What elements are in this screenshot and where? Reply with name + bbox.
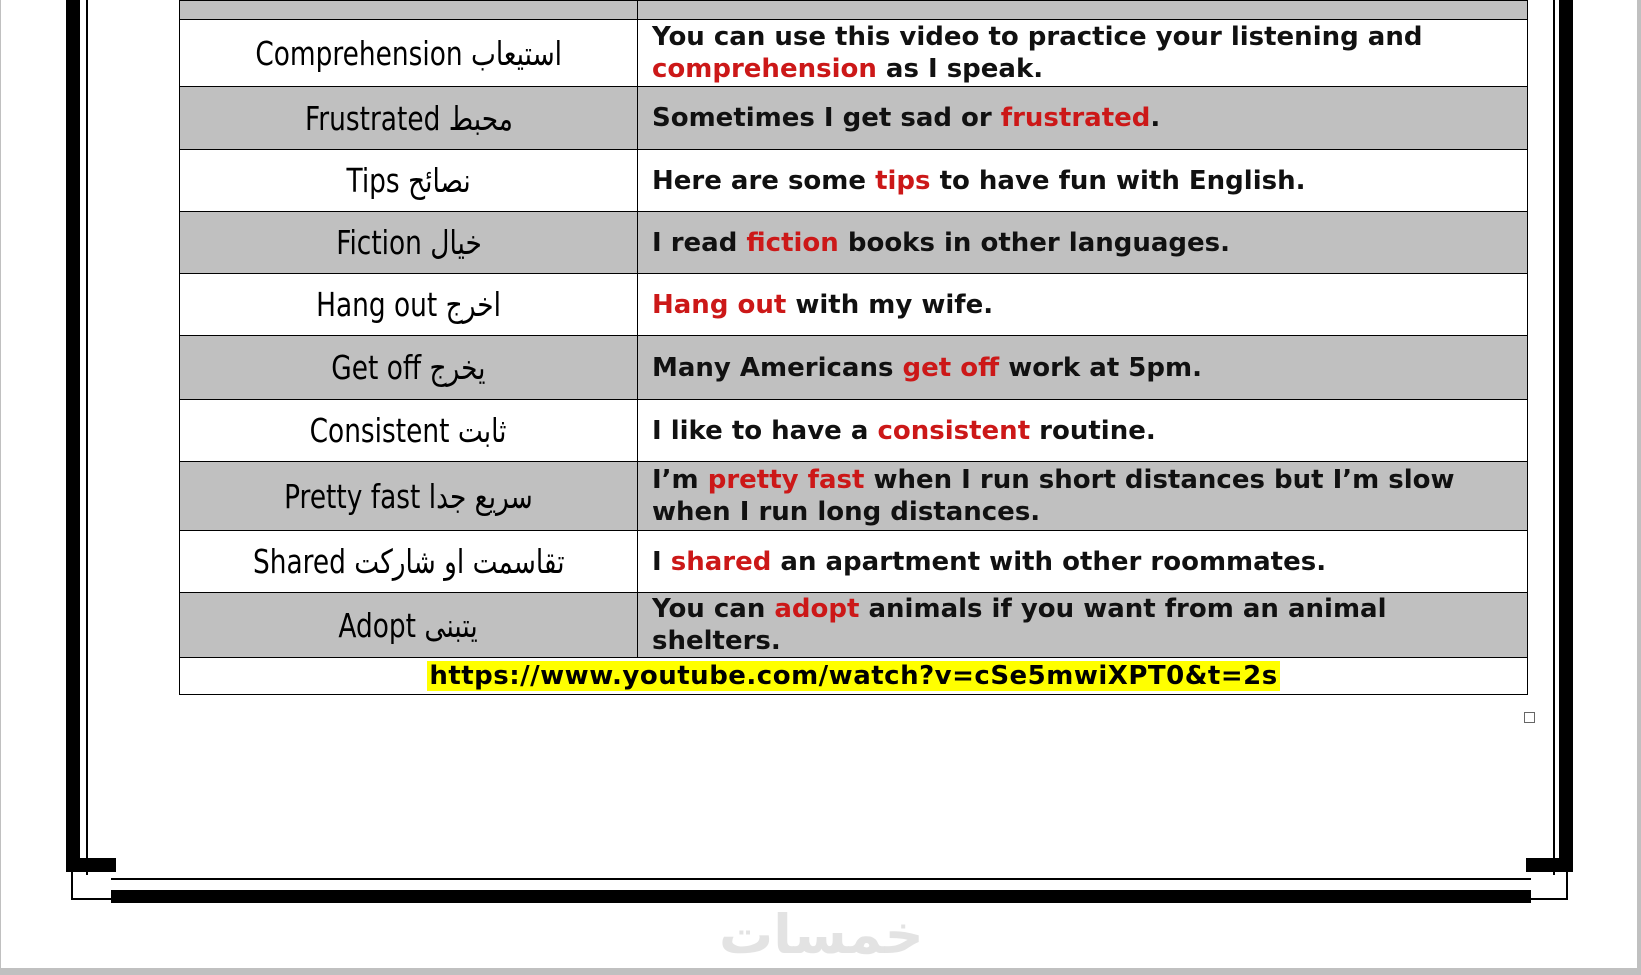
vocab-word-cell — [180, 212, 638, 274]
vocab-word-cell — [180, 336, 638, 400]
vocab-word-english: Hang out — [316, 285, 438, 324]
highlighted-word: comprehension — [652, 54, 877, 84]
sentence-text: an apartment with other roommates. — [771, 546, 1327, 577]
sentence-text: Here are some — [652, 165, 876, 196]
vocab-word-english: Tips — [346, 161, 400, 200]
vocab-word-arabic: سريع جدا — [428, 476, 533, 516]
table-row-cut-off — [180, 1, 1528, 20]
vocab-word-english: Comprehension — [255, 33, 463, 73]
page-border-corner-bottom-left-line2 — [71, 898, 116, 900]
highlighted-word: shared — [670, 546, 772, 577]
vocab-word — [346, 161, 470, 200]
sentence-text: I — [652, 546, 671, 577]
vocab-word-english: Frustrated — [304, 98, 440, 138]
table-row — [180, 336, 1528, 400]
highlighted-word: pretty fast — [707, 465, 865, 495]
example-sentence-cell — [638, 531, 1528, 593]
vocab-word-arabic: اخرج — [445, 285, 501, 324]
sentence-text: You can — [652, 594, 775, 624]
vocab-word — [310, 411, 507, 450]
vocab-word — [284, 477, 533, 516]
page-border-corner-bottom-left-line — [71, 860, 73, 900]
youtube-link[interactable]: https://www.youtube.com/watch?v=cSe5mwiXPT0&t=2s — [429, 661, 1278, 691]
vocab-word-cell — [180, 462, 638, 531]
highlighted-word: tips — [875, 165, 931, 196]
vocab-word — [336, 223, 482, 262]
page-border-right — [1559, 0, 1573, 860]
table-row — [180, 593, 1528, 658]
example-sentence-cell — [638, 87, 1528, 150]
vocab-word-arabic: يتبنى — [424, 605, 479, 645]
vocab-word — [339, 606, 478, 645]
highlighted-word: adopt — [774, 594, 860, 624]
highlighted-word: get off — [902, 352, 1000, 383]
vocab-word-arabic: يخرج — [429, 348, 486, 387]
vocab-word-english: Consistent — [310, 411, 450, 450]
vocab-word-cell — [180, 87, 638, 150]
vocab-word-cell — [180, 20, 638, 87]
table-cell — [180, 1, 638, 20]
sentence-text: routine. — [1030, 415, 1156, 446]
example-sentence-cell — [638, 20, 1528, 87]
table-resize-handle[interactable] — [1524, 712, 1535, 723]
example-sentence-cell — [638, 462, 1528, 531]
sentence-text: . — [1150, 103, 1161, 133]
document-page — [1, 0, 1637, 968]
sentence-text: work at 5pm. — [999, 352, 1202, 383]
page-border-left — [66, 0, 80, 860]
sentence-text: I like to have a — [652, 415, 878, 446]
vocab-word-cell — [180, 531, 638, 593]
sentence-text: Many Americans — [652, 352, 903, 383]
vocab-word-english: Shared — [252, 542, 346, 581]
page-border-corner-bottom-left — [66, 858, 116, 872]
sentence-text: You can use this video to practice your listening and — [652, 22, 1423, 52]
vocab-word-arabic: خيال — [429, 223, 482, 262]
sentence-text: with my wife. — [786, 289, 994, 320]
table-row-link — [180, 658, 1528, 695]
highlighted-word: fiction — [746, 227, 839, 258]
vocabulary-table — [179, 0, 1528, 695]
page-border-bottom — [111, 890, 1531, 903]
page-border-right-inner — [1553, 0, 1555, 875]
sentence-text: as I speak. — [876, 54, 1044, 84]
vocab-word-arabic: تقاسمت او شاركت — [354, 542, 565, 581]
example-sentence-cell — [638, 212, 1528, 274]
vocab-word — [255, 34, 562, 73]
page-border-corner-bottom-right-line2 — [1526, 898, 1568, 900]
table-row — [180, 531, 1528, 593]
table-row — [180, 400, 1528, 462]
vocab-word-english: Adopt — [338, 605, 417, 645]
table-row — [180, 274, 1528, 336]
table-row — [180, 462, 1528, 531]
sentence-text: Sometimes I get sad or — [652, 103, 1001, 133]
sentence-text: I’m — [652, 465, 708, 495]
example-sentence-cell — [638, 336, 1528, 400]
vocab-word — [331, 348, 485, 387]
example-sentence-cell — [638, 274, 1528, 336]
vocab-word-arabic: نصائح — [407, 161, 471, 200]
sentence-text: I read — [652, 227, 747, 258]
vocab-word — [316, 285, 501, 324]
vocab-word-english: Get off — [331, 348, 422, 387]
vocab-word-arabic: محبط — [448, 98, 513, 138]
table-cell — [638, 1, 1528, 20]
sentence-text: to have fun with English. — [930, 165, 1306, 196]
table-row — [180, 212, 1528, 274]
example-sentence-cell — [638, 400, 1528, 462]
vocab-word-arabic: ثابت — [458, 411, 507, 450]
vocab-word-cell — [180, 274, 638, 336]
table-row — [180, 20, 1528, 87]
table-row — [180, 150, 1528, 212]
sentence-text: when I run short distances but I’m slow when I run long distances. — [652, 465, 1455, 527]
highlighted-word: frustrated — [1000, 103, 1151, 133]
vocab-word-cell — [180, 593, 638, 658]
page-border-corner-bottom-right-line — [1566, 860, 1568, 900]
watermark-logo: خمسات — [719, 903, 924, 966]
page-border-left-inner — [86, 0, 88, 875]
table-row — [180, 87, 1528, 150]
vocab-word-english: Fiction — [335, 223, 422, 262]
example-sentence-cell — [638, 150, 1528, 212]
vocab-word-cell — [180, 150, 638, 212]
sentence-text: animals if you want from an animal shelters. — [652, 594, 1387, 656]
vocab-word — [253, 542, 565, 581]
example-sentence-cell — [638, 593, 1528, 658]
vocab-word-arabic: استيعاب — [470, 33, 562, 73]
vocab-word — [305, 99, 513, 138]
page-border-bottom-inner — [111, 878, 1531, 880]
link-cell — [180, 658, 1528, 695]
vocab-word-english: Pretty fast — [284, 476, 421, 516]
highlighted-word: Hang out — [652, 289, 787, 320]
sentence-text: books in other languages. — [838, 227, 1231, 258]
vocab-word-cell — [180, 400, 638, 462]
highlighted-word: consistent — [877, 415, 1031, 446]
